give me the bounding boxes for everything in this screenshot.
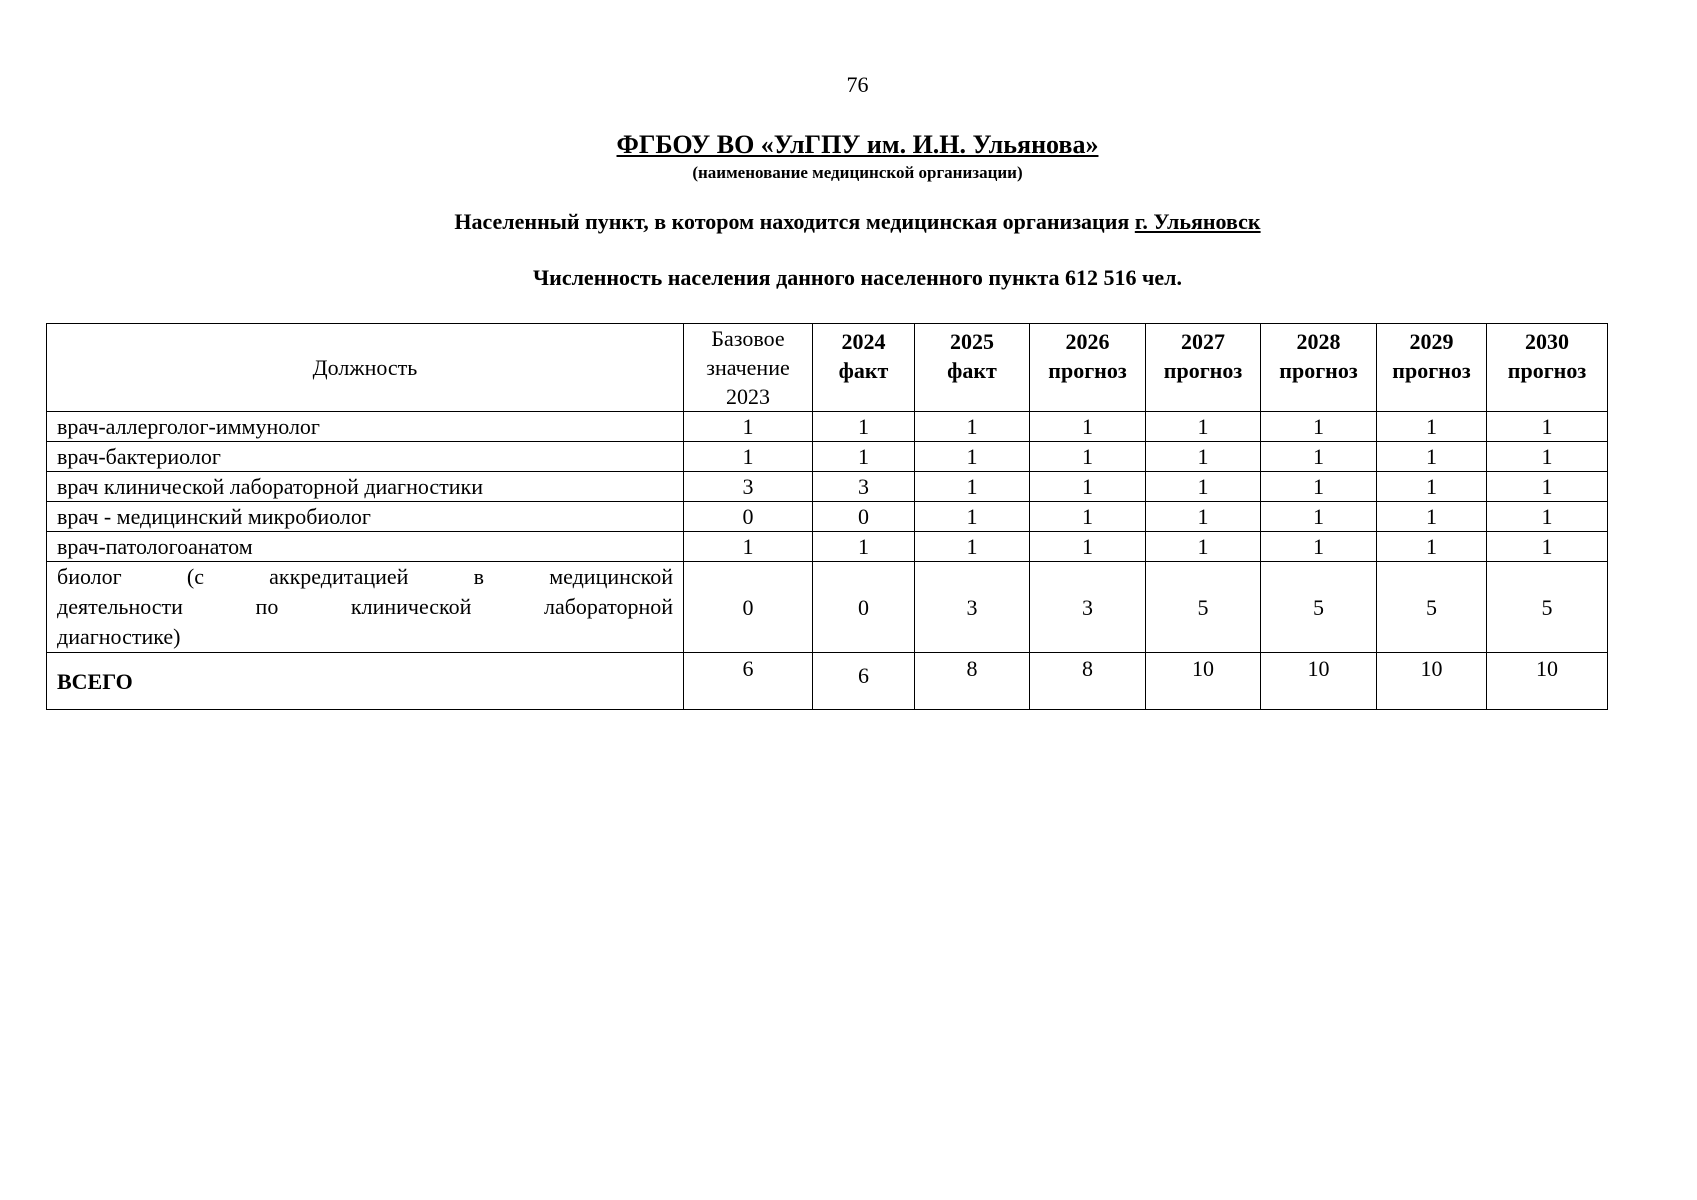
organization-name: ФГБОУ ВО «УлГПУ им. И.Н. Ульянова» — [616, 130, 1099, 159]
value-cell: 1 — [1487, 502, 1608, 532]
value-cell: 1 — [915, 532, 1030, 562]
table-row — [47, 502, 1608, 532]
value-cell: 1 — [915, 502, 1030, 532]
value-cell: 1 — [1377, 532, 1487, 562]
value-cell: 3 — [813, 472, 915, 502]
position-line: диагностике) — [57, 624, 181, 649]
column-header-year: 2028 — [1296, 329, 1341, 354]
value-cell: 1 — [1146, 502, 1261, 532]
value-cell: 1 — [1487, 532, 1608, 562]
value-cell: 1 — [1261, 532, 1377, 562]
position-cell: врач-бактериолог — [47, 442, 684, 472]
column-header-base-line2: значение — [706, 355, 790, 380]
column-header-kind: прогноз — [1048, 358, 1127, 383]
total-label: ВСЕГО — [47, 653, 684, 710]
value-cell: 1 — [813, 442, 915, 472]
total-row — [47, 653, 1608, 710]
column-header-kind: факт — [947, 358, 997, 383]
column-header-kind: прогноз — [1507, 358, 1587, 383]
value-cell: 1 — [684, 412, 813, 442]
value-cell: 1 — [684, 532, 813, 562]
organization-caption: (наименование медицинской организации) — [692, 163, 1023, 182]
value-cell: 1 — [1261, 502, 1377, 532]
column-header-2025 — [915, 324, 1030, 412]
value-cell: 1 — [1261, 472, 1377, 502]
column-header-year: 2026 — [1065, 329, 1110, 354]
column-header-year: 2024 — [841, 329, 886, 354]
column-header-2028 — [1261, 324, 1377, 412]
total-value-cell: 10 — [1377, 653, 1487, 710]
locality-value: г. Ульяновск — [1134, 209, 1261, 234]
value-cell: 1 — [915, 472, 1030, 502]
column-header-2029 — [1377, 324, 1487, 412]
value-cell: 3 — [915, 562, 1030, 653]
value-cell: 1 — [1377, 412, 1487, 442]
table-row — [47, 562, 1608, 653]
value-cell: 1 — [1146, 532, 1261, 562]
total-value-cell: 10 — [1261, 653, 1377, 710]
value-cell: 1 — [1146, 442, 1261, 472]
column-header-year: 2027 — [1181, 329, 1225, 354]
position-cell: врач клинической лабораторной диагностики — [47, 472, 684, 502]
table-row — [47, 472, 1608, 502]
column-header-base-line3: 2023 — [726, 384, 770, 409]
column-header-base-line1: Базовое — [711, 326, 785, 351]
value-cell: 1 — [684, 442, 813, 472]
value-cell: 1 — [1030, 442, 1146, 472]
value-cell: 1 — [1377, 472, 1487, 502]
position-cell: врач-патологоанатом — [47, 532, 684, 562]
value-cell: 1 — [1487, 442, 1608, 472]
column-header-base — [684, 324, 813, 412]
position-cell — [47, 562, 684, 653]
value-cell: 5 — [1487, 562, 1608, 653]
value-cell: 5 — [1261, 562, 1377, 653]
column-header-position: Должность — [47, 324, 684, 412]
value-cell: 1 — [1030, 532, 1146, 562]
value-cell: 1 — [813, 412, 915, 442]
value-cell: 1 — [1146, 472, 1261, 502]
position-cell: врач - медицинский микробиолог — [47, 502, 684, 532]
total-value-cell: 6 — [813, 653, 915, 710]
total-value-cell: 8 — [915, 653, 1030, 710]
value-cell: 1 — [1146, 412, 1261, 442]
value-cell: 0 — [684, 502, 813, 532]
value-cell: 1 — [1487, 472, 1608, 502]
value-cell: 1 — [915, 442, 1030, 472]
table-header-row — [47, 324, 1608, 412]
table-row — [47, 442, 1608, 472]
value-cell: 0 — [813, 562, 915, 653]
column-header-2024 — [813, 324, 915, 412]
column-header-kind: факт — [838, 358, 889, 383]
position-cell: врач-аллерголог-иммунолог — [47, 412, 684, 442]
column-header-kind: прогноз — [1163, 358, 1243, 383]
value-cell: 3 — [684, 472, 813, 502]
value-cell: 1 — [813, 532, 915, 562]
column-header-kind: прогноз — [1392, 358, 1471, 383]
value-cell: 1 — [915, 412, 1030, 442]
value-cell: 1 — [1377, 442, 1487, 472]
total-value-cell: 10 — [1146, 653, 1261, 710]
column-header-year: 2025 — [950, 329, 994, 354]
column-header-2026 — [1030, 324, 1146, 412]
value-cell: 5 — [1146, 562, 1261, 653]
value-cell: 1 — [1030, 412, 1146, 442]
column-header-year: 2029 — [1409, 329, 1454, 354]
page-number: 76 — [846, 72, 869, 97]
staffing-table — [46, 323, 1608, 710]
locality-label: Населенный пункт, в котором находится медицинская организация — [454, 209, 1130, 234]
total-value-cell: 8 — [1030, 653, 1146, 710]
value-cell: 3 — [1030, 562, 1146, 653]
value-cell: 1 — [1030, 472, 1146, 502]
value-cell: 1 — [1261, 412, 1377, 442]
value-cell: 1 — [1261, 442, 1377, 472]
column-header-2027 — [1146, 324, 1261, 412]
column-header-kind: прогноз — [1279, 358, 1358, 383]
value-cell: 1 — [1030, 502, 1146, 532]
value-cell: 0 — [684, 562, 813, 653]
position-line: биолог (с аккредитацией в медицинской — [57, 564, 673, 589]
position-line: деятельности по клинической лабораторной — [57, 594, 673, 619]
total-value-cell: 6 — [684, 653, 813, 710]
table-row — [47, 412, 1608, 442]
value-cell: 5 — [1377, 562, 1487, 653]
value-cell: 1 — [1377, 502, 1487, 532]
table-row — [47, 532, 1608, 562]
locality-line — [0, 209, 1697, 235]
column-header-2030 — [1487, 324, 1608, 412]
value-cell: 1 — [1487, 412, 1608, 442]
population-line: Численность населения данного населенного пункта 612 516 чел. — [533, 265, 1182, 290]
total-value-cell: 10 — [1487, 653, 1608, 710]
column-header-year: 2030 — [1525, 329, 1569, 354]
value-cell: 0 — [813, 502, 915, 532]
